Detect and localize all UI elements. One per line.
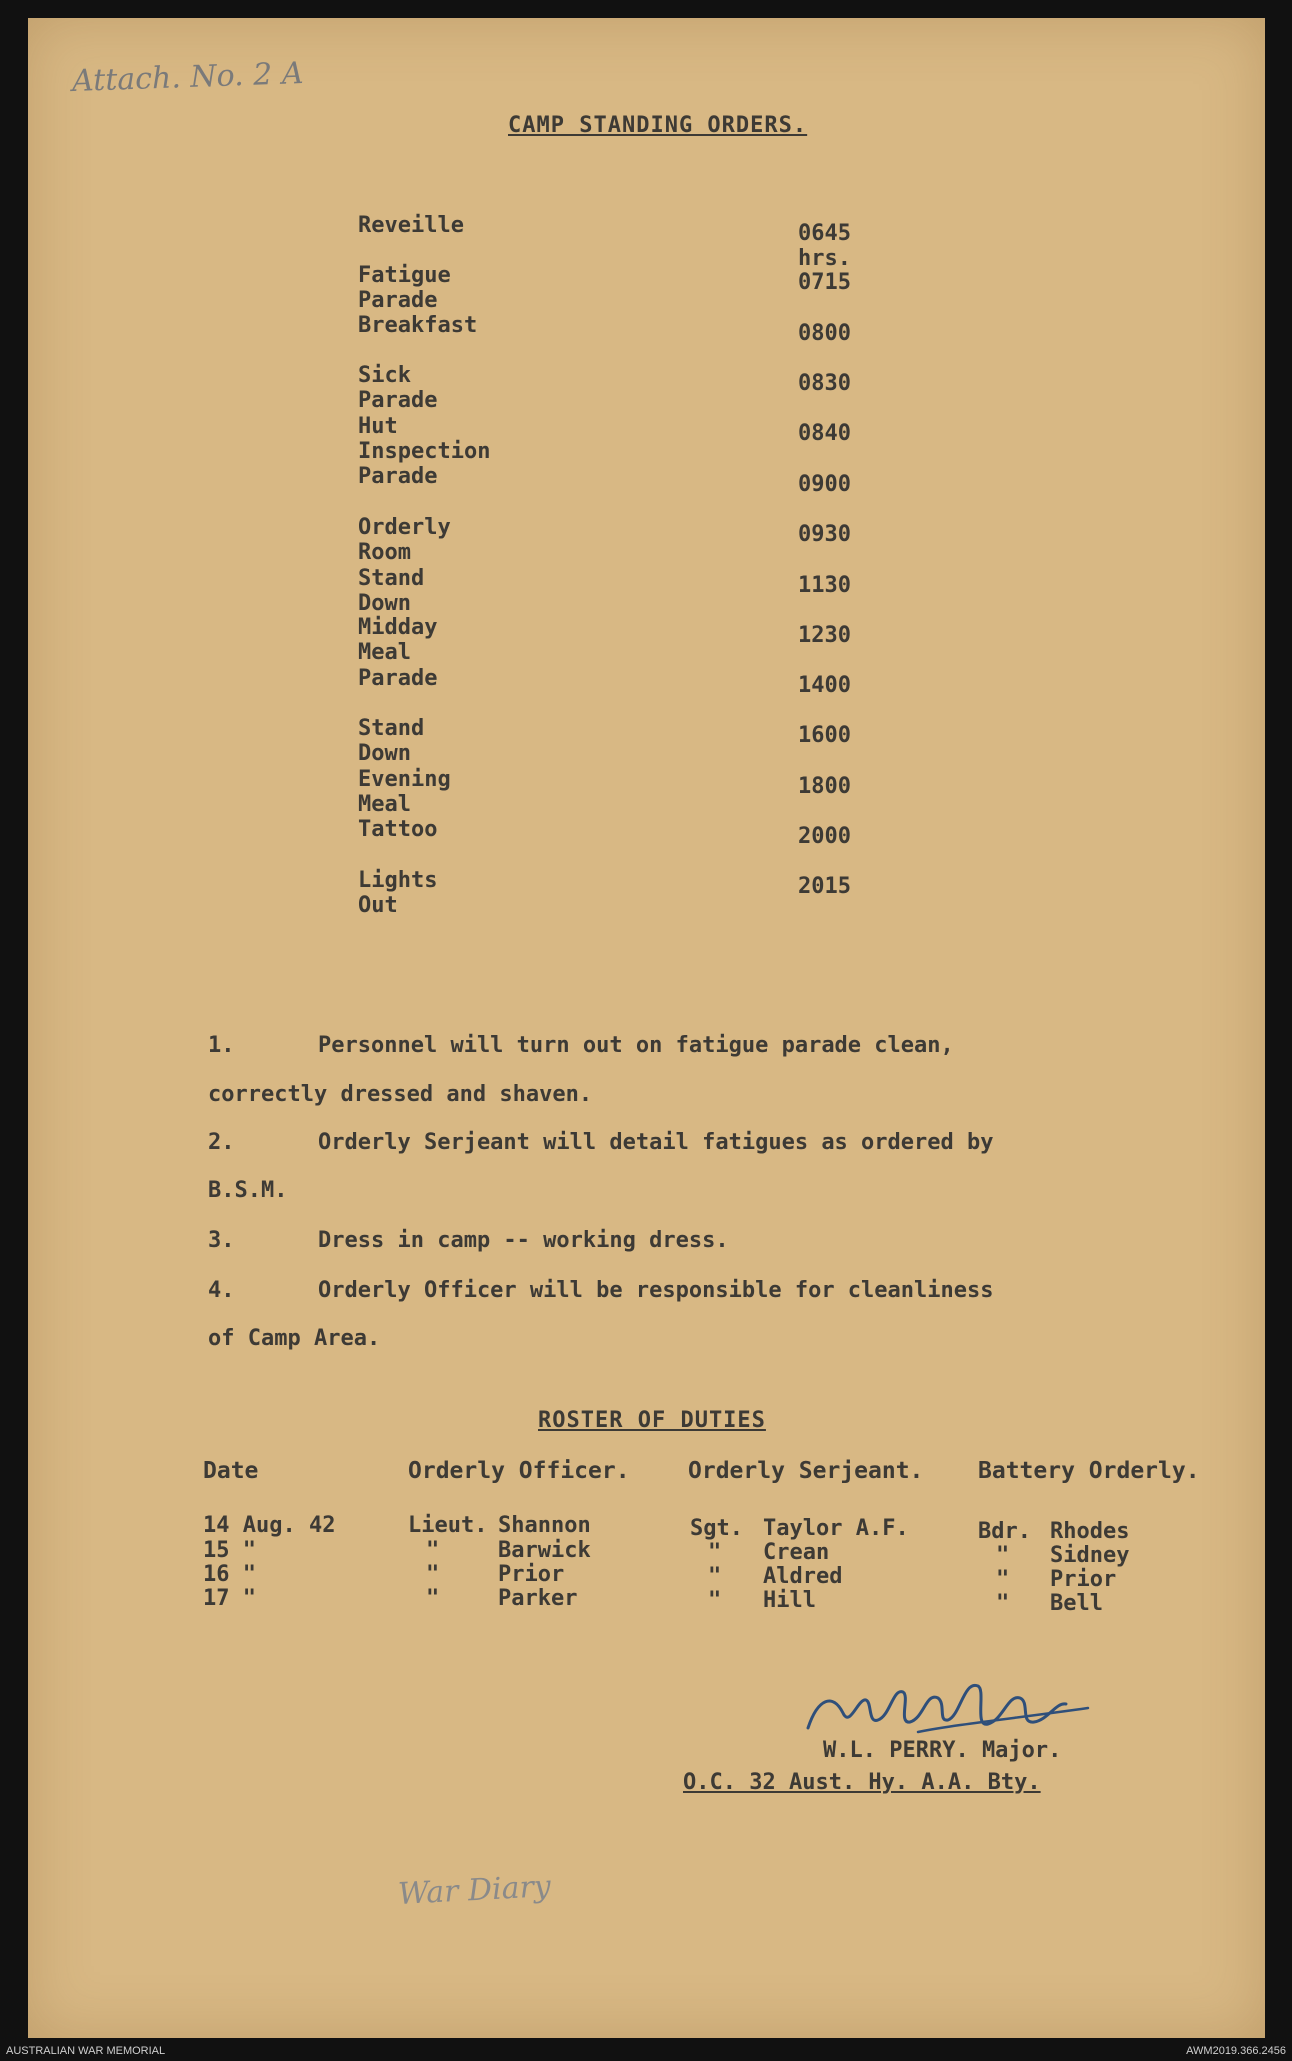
schedule-activity: Fatigue Parade [358, 263, 451, 313]
schedule-time: 2015 [798, 874, 851, 899]
schedule-time: 0830 [798, 371, 851, 396]
roster-serjeant-rank: " [708, 1564, 722, 1589]
roster-serjeant: Taylor A.F. [763, 1516, 909, 1541]
schedule-activity: Parade [358, 666, 438, 691]
schedule-activity: Breakfast [358, 313, 478, 338]
note-number: 2. [208, 1130, 235, 1155]
roster-officer-rank: " [426, 1538, 440, 1563]
note-text: Orderly Officer will be responsible for cleanliness [318, 1278, 994, 1303]
schedule-time: 2000 [798, 824, 851, 849]
schedule-time: 0645 hrs. [798, 221, 851, 271]
schedule-time: 1230 [798, 623, 851, 648]
schedule-time: 1600 [798, 723, 851, 748]
roster-serjeant-rank: " [708, 1540, 722, 1565]
roster-header-date: Date [203, 1458, 259, 1484]
signatory-unit: O.C. 32 Aust. Hy. A.A. Bty. [683, 1770, 1041, 1795]
roster-orderly: Sidney [1050, 1543, 1130, 1568]
schedule-activity: Stand Down [358, 566, 425, 616]
signatory-name: W.L. PERRY. Major. [823, 1738, 1062, 1763]
handwritten-attachment-note: Attach. No. 2 A [71, 55, 305, 100]
roster-serjeant: Crean [763, 1540, 830, 1565]
roster-orderly: Bell [1050, 1591, 1103, 1616]
schedule-activity: Hut Inspection [358, 414, 491, 464]
handwritten-signature [798, 1658, 1098, 1748]
roster-orderly-rank: " [996, 1567, 1010, 1592]
roster-serjeant: Hill [763, 1588, 816, 1613]
roster-officer-rank: Lieut. [408, 1513, 488, 1538]
schedule-activity: Reveille [358, 213, 464, 238]
schedule-time: 1400 [798, 673, 851, 698]
roster-date: 15 " [203, 1538, 256, 1563]
roster-header-serjeant: Orderly Serjeant. [688, 1458, 924, 1484]
roster-officer-rank: " [426, 1562, 440, 1587]
note-text: Dress in camp -- working dress. [318, 1228, 729, 1253]
roster-orderly-rank: " [996, 1591, 1010, 1616]
footer-institution: AUSTRALIAN WAR MEMORIAL [6, 2045, 166, 2057]
schedule-time: 1800 [798, 774, 851, 799]
document-page [28, 18, 1265, 2038]
schedule-activity: Lights Out [358, 868, 438, 918]
roster-officer-rank: " [426, 1586, 440, 1611]
roster-date: 14 Aug. 42 [203, 1513, 336, 1538]
roster-serjeant-rank: " [708, 1588, 722, 1613]
schedule-time: 0715 [798, 270, 851, 295]
note-text: Orderly Serjeant will detail fatigues as ordered by [318, 1130, 994, 1155]
note-continuation: correctly dressed and shaven. [208, 1082, 593, 1107]
roster-officer: Shannon [498, 1513, 591, 1538]
note-number: 1. [208, 1033, 235, 1058]
note-number: 3. [208, 1228, 235, 1253]
roster-title: ROSTER OF DUTIES [538, 1408, 766, 1433]
roster-header-orderly: Battery Orderly. [978, 1458, 1200, 1484]
schedule-time: 0800 [798, 321, 851, 346]
roster-orderly: Prior [1050, 1567, 1117, 1592]
schedule-time: 0900 [798, 472, 851, 497]
schedule-activity: Midday Meal [358, 615, 438, 665]
roster-header-officer: Orderly Officer. [408, 1458, 630, 1484]
roster-officer: Parker [498, 1586, 578, 1611]
schedule-activity: Parade [358, 464, 438, 489]
roster-orderly-rank: " [996, 1543, 1010, 1568]
note-number: 4. [208, 1278, 235, 1303]
footer-accession-number: AWM2019.366.2456 [1186, 2045, 1286, 2057]
handwritten-war-diary-note: War Diary [397, 1869, 552, 1912]
note-text: Personnel will turn out on fatigue parade clean, [318, 1033, 954, 1058]
roster-date: 17 " [203, 1586, 256, 1611]
schedule-time: 1130 [798, 573, 851, 598]
roster-serjeant-rank: Sgt. [690, 1516, 743, 1541]
roster-officer: Prior [498, 1562, 565, 1587]
roster-orderly-rank: Bdr. [978, 1519, 1031, 1544]
schedule-time: 0840 [798, 421, 851, 446]
roster-date: 16 " [203, 1562, 256, 1587]
schedule-activity: Stand Down [358, 716, 425, 766]
roster-officer: Barwick [498, 1538, 591, 1563]
note-continuation: B.S.M. [208, 1178, 288, 1203]
note-continuation: of Camp Area. [208, 1326, 381, 1351]
schedule-activity: Sick Parade [358, 363, 438, 413]
schedule-time: 0930 [798, 522, 851, 547]
schedule-activity: Tattoo [358, 817, 438, 842]
schedule-activity: Evening Meal [358, 767, 451, 817]
roster-serjeant: Aldred [763, 1564, 843, 1589]
schedule-activity: Orderly Room [358, 515, 451, 565]
roster-orderly: Rhodes [1050, 1519, 1130, 1544]
page-title: CAMP STANDING ORDERS. [508, 113, 808, 138]
